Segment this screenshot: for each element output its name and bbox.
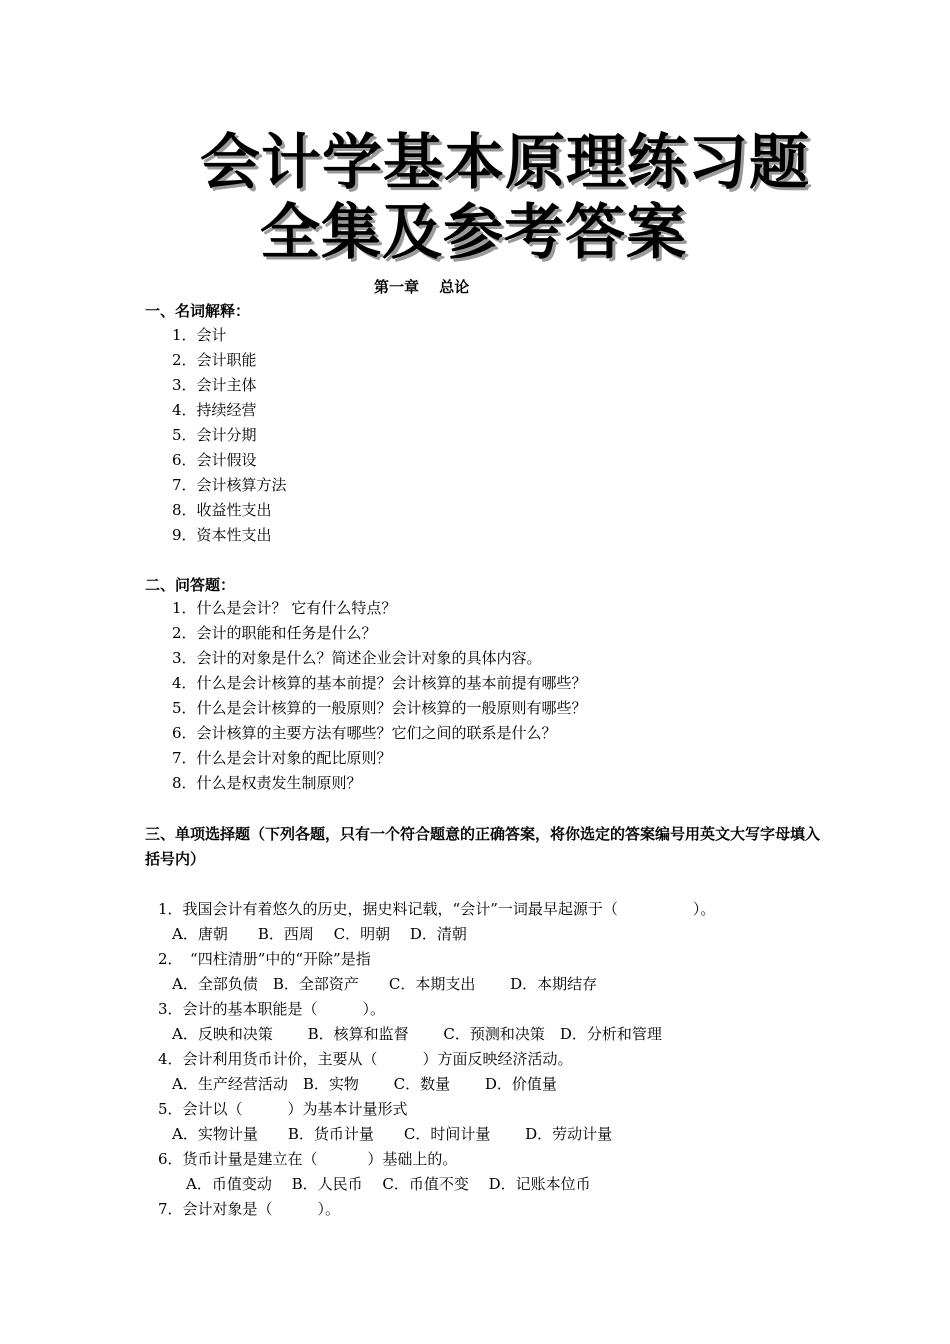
document-title-line1: 会计学基本原理练习题 (200, 128, 810, 198)
list-item: 5．会计分期 (172, 426, 257, 444)
list-item: 3．会计主体 (172, 376, 257, 394)
question-options: A．实物计量 B．货币计量 C．时间计量 D．劳动计量 (172, 1125, 613, 1143)
list-item: 2．会计职能 (172, 351, 257, 369)
multiple-choice-list (158, 897, 715, 1222)
list-item: 8．收益性支出 (172, 501, 272, 519)
list-item: 2．会计的职能和任务是什么？ (172, 624, 377, 642)
list-item: 4．持续经营 (172, 401, 257, 419)
list-item: 7．什么是会计对象的配比原则？ (172, 749, 392, 767)
question-list (172, 596, 587, 796)
list-item: 5．什么是会计核算的一般原则？会计核算的一般原则有哪些？ (172, 699, 587, 717)
list-item: 6．会计核算的主要方法有哪些？它们之间的联系是什么？ (172, 724, 557, 742)
question-text: 7．会计对象是（ ）。 (158, 1200, 341, 1218)
list-item: 1．会计 (172, 326, 227, 344)
question-options: A．生产经营活动 B．实物 C．数量 D．价值量 (172, 1075, 557, 1093)
list-item: 4．什么是会计核算的基本前提？会计核算的基本前提有哪些？ (172, 674, 587, 692)
list-item: 7．会计核算方法 (172, 476, 287, 494)
question-text: 2． “四柱清册”中的“开除”是指 (158, 950, 371, 968)
section1-heading: 一、名词解释： (145, 302, 251, 320)
question-options: A．反映和决策 B．核算和监督 C．预测和决策 D．分析和管理 (172, 1025, 662, 1043)
question-text: 4．会计利用货币计价，主要从（ ）方面反映经济活动。 (158, 1050, 573, 1068)
chapter-heading: 第一章 总论 (374, 278, 470, 296)
section3-heading: 三、单项选择题（下列各题，只有一个符合题意的正确答案，将你选定的答案编号用英文大写字母填入括号内） (145, 825, 821, 868)
list-item: 8．什么是权责发生制原则？ (172, 774, 362, 792)
question-text: 3．会计的基本职能是（ ）。 (158, 1000, 386, 1018)
document-title-line2: 全集及参考答案 (260, 198, 687, 268)
question-text: 1．我国会计有着悠久的历史，据史料记载，“会计”一词最早起源于（ ）。 (158, 900, 716, 918)
question-options: A．币值变动 B．人民币 C．币值不变 D．记账本位币 (186, 1175, 591, 1193)
question-text: 6．货币计量是建立在（ ）基础上的。 (158, 1150, 458, 1168)
question-text: 5．会计以（ ）为基本计量形式 (158, 1100, 408, 1118)
term-list (172, 323, 287, 548)
question-options: A．全部负债 B．全部资产 C．本期支出 D．本期结存 (172, 975, 598, 993)
question-options: A．唐朝 B．西周 C．明朝 D．清朝 (172, 925, 467, 943)
list-item: 3．会计的对象是什么？简述企业会计对象的具体内容。 (172, 649, 542, 667)
section2-heading: 二、问答题： (145, 576, 236, 594)
list-item: 9．资本性支出 (172, 526, 272, 544)
list-item: 1．什么是会计？ 它有什么特点？ (172, 599, 397, 617)
list-item: 6．会计假设 (172, 451, 257, 469)
